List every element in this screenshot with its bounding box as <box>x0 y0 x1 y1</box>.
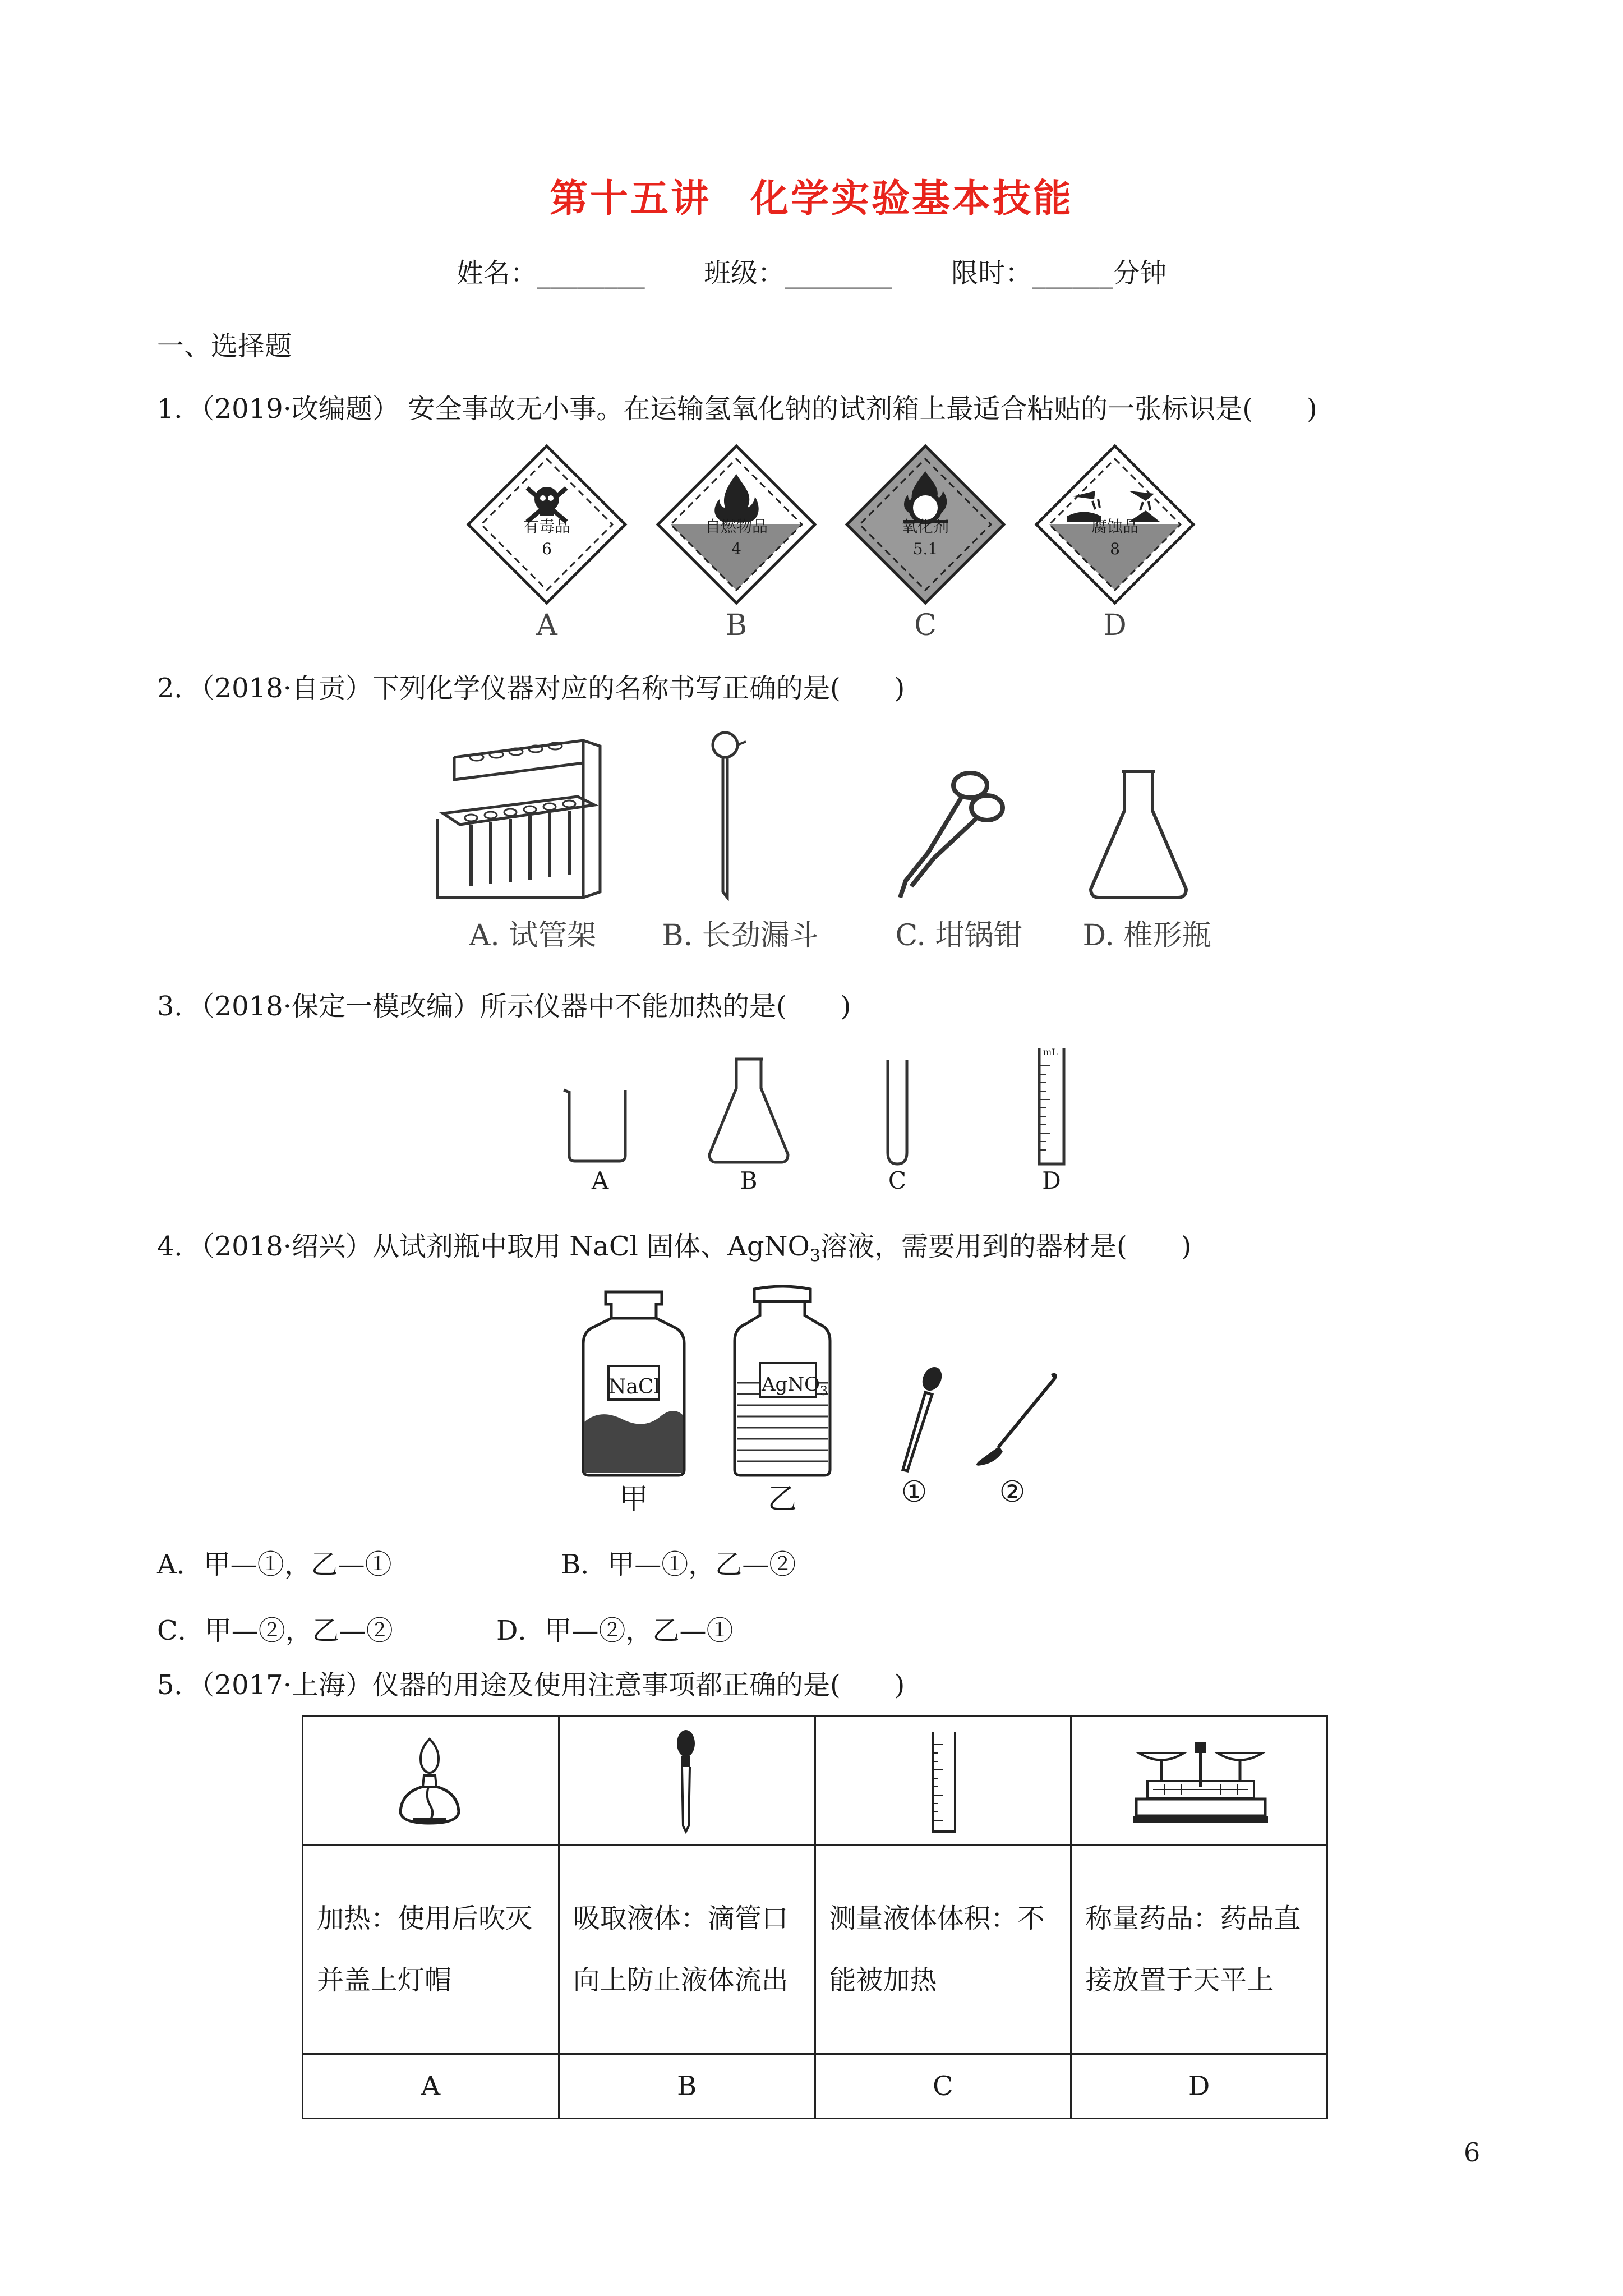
sign-b-number: 4 <box>731 540 741 558</box>
name-field: 姓名：________ <box>456 257 645 289</box>
beaker <box>561 1085 634 1164</box>
q5-description-row <box>303 1845 1327 2054</box>
q5-label-d: D <box>1071 2054 1327 2119</box>
graduated-cylinder <box>1035 1043 1068 1168</box>
q5-label-c: C <box>815 2054 1071 2119</box>
q2-stem: 2．（2018·自贡）下列化学仪器对应的名称书写正确的是( ) <box>157 673 905 704</box>
q5-desc-b: 吸取液体：滴管口向上防止液体流出 <box>559 1845 815 2054</box>
conical-flask <box>1085 766 1192 900</box>
balance-cell <box>1071 1716 1327 1845</box>
q4-option-b: B．甲—①，乙—② <box>561 1549 796 1580</box>
q2-label-b: B. 长劲漏斗 <box>662 919 819 953</box>
q3-stem: 3．（2018·保定一模改编）所示仪器中不能加热的是( ) <box>157 991 851 1022</box>
test-tube-rack <box>432 735 611 903</box>
bottle-yi-label: 乙 <box>767 1483 797 1516</box>
nacl-label: NaCl <box>608 1375 661 1398</box>
section-heading: 一、选择题 <box>157 330 292 362</box>
q5-desc-c: 测量液体体积：不能被加热 <box>815 1845 1071 2054</box>
q3-label-d: D <box>1042 1167 1061 1194</box>
sign-a-name: 有毒品 <box>523 517 570 536</box>
q4-stem-b: 溶液，需要用到的器材是( ) <box>820 1231 1192 1262</box>
spoon-label: ② <box>999 1475 1026 1509</box>
title-part1: 第十五讲 <box>549 177 711 221</box>
dropper-label: ① <box>901 1475 928 1509</box>
cylinder-cell <box>815 1716 1071 1845</box>
dropper-icon <box>666 1728 706 1834</box>
agno3-label <box>762 1373 828 1398</box>
sign-c-label: C <box>914 609 937 642</box>
sign-d-name: 腐蚀品 <box>1091 517 1138 536</box>
sign-a-number: 6 <box>542 540 552 558</box>
page-number: 6 <box>1464 2137 1481 2168</box>
class-field: 班级：________ <box>703 257 892 289</box>
sign-a-label: A <box>536 609 557 642</box>
q2-label-c: C. 坩锅钳 <box>895 919 1023 953</box>
q5-label-a: A <box>303 2054 559 2119</box>
q3-label-a: A <box>591 1167 609 1194</box>
sign-c-name: 氧化剂 <box>901 517 949 536</box>
agno3-label-text: AgNO <box>762 1373 820 1396</box>
alcohol-lamp-icon <box>396 1733 463 1829</box>
sign-b-label: B <box>725 609 748 642</box>
student-info <box>0 251 1623 290</box>
q5-table <box>302 1715 1328 2119</box>
q4-stem-subscript: 3 <box>809 1246 821 1266</box>
sign-d-number: 8 <box>1110 540 1120 558</box>
q4-option-a: A．甲—①，乙—① <box>157 1549 392 1580</box>
sign-b-name: 自燃物品 <box>704 517 768 536</box>
q2-label-a: A. 试管架 <box>469 919 597 953</box>
graduated-cylinder-icon <box>928 1728 962 1834</box>
agno3-label-subscript: 3 <box>819 1384 828 1398</box>
balance-scale-icon <box>1131 1736 1271 1826</box>
q4-stem-a: 4．（2018·绍兴）从试剂瓶中取用 NaCl 固体、AgNO <box>157 1231 810 1262</box>
dropper-cell <box>559 1716 815 1845</box>
sign-c-number: 5.1 <box>912 540 938 558</box>
long-neck-funnel <box>704 729 749 903</box>
crucible-tongs <box>883 763 1012 903</box>
alcohol-lamp-cell <box>303 1716 559 1845</box>
q5-label-row <box>303 2054 1327 2119</box>
q3-label-c: C <box>888 1167 907 1194</box>
q5-desc-d: 称量药品：药品直接放置于天平上 <box>1071 1845 1327 2054</box>
q3-label-b: B <box>740 1167 758 1194</box>
bottle-jia-label: 甲 <box>619 1483 648 1516</box>
q4-stem <box>157 1225 1191 1266</box>
sign-d-label: D <box>1103 609 1127 642</box>
q2-label-d: D. 椎形瓶 <box>1082 919 1211 953</box>
q5-image-row <box>303 1716 1327 1845</box>
page-title <box>0 168 1623 223</box>
dropper <box>897 1363 948 1475</box>
q1-stem: 1．（2019·改编题） 安全事故无小事。在运输氢氧化钠的试剂箱上最适合粘贴的一张标识是( ) <box>157 393 1317 425</box>
q4-option-c: C．甲—②，乙—② <box>157 1615 393 1646</box>
q5-stem: 5．（2017·上海）仪器的用途及使用注意事项都正确的是( ) <box>157 1669 905 1701</box>
medicine-spoon <box>965 1369 1060 1470</box>
q5-desc-a: 加热：使用后吹灭并盖上灯帽 <box>303 1845 559 2054</box>
q4-option-d: D．甲—②，乙—① <box>496 1615 734 1646</box>
time-limit-field: 限时：______分钟 <box>951 257 1167 289</box>
cylinder-unit: mL <box>1043 1047 1058 1057</box>
q5-label-b: B <box>559 2054 815 2119</box>
q3-conical-flask <box>704 1055 794 1167</box>
title-part2: 化学实验基本技能 <box>750 177 1074 221</box>
test-tube <box>883 1057 911 1167</box>
